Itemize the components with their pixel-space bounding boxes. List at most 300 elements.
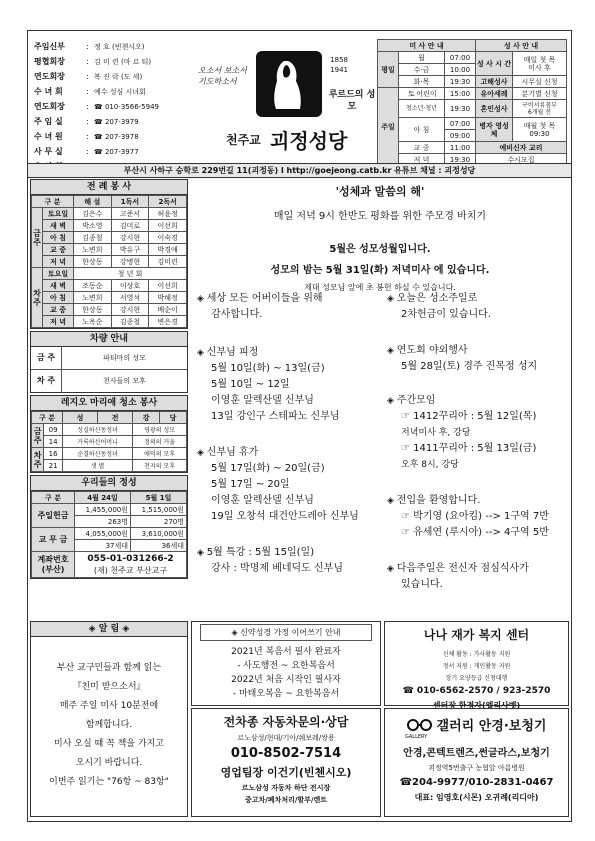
- account-value-cell: [75, 552, 187, 578]
- finance-key: 교 무 금: [32, 528, 75, 552]
- liturgy-cell: 고준서: [111, 208, 149, 220]
- liturgy-section: [30, 179, 188, 329]
- liturgy-row: [32, 292, 187, 304]
- liturgy-table: [31, 195, 187, 328]
- diamond-bullet-icon: ◈: [387, 346, 397, 356]
- glasses-gallery-label: GALLERY: [405, 734, 428, 740]
- notice-line: 2차헌금이 있습니다.: [401, 309, 491, 320]
- notice-item: [197, 345, 382, 425]
- alim-line: 미사 오실 때 꼭 책을 가지고: [54, 739, 164, 749]
- liturgy-group: 금주: [32, 208, 43, 268]
- mass-sub: 수·금: [399, 64, 445, 76]
- staff-value: 예수 성심 시녀회: [94, 87, 146, 96]
- legio-cell: 순결하신동정녀: [63, 448, 133, 460]
- bible-line: - 사도행전 ~ 요한복음서: [237, 661, 335, 671]
- vehicle-section: [30, 331, 188, 393]
- mass-sunday-label: 주일: [378, 88, 399, 166]
- saint-name: 루르드의 성모: [328, 90, 376, 112]
- notice-heading-text: 신부님 휴가: [206, 447, 259, 458]
- liturgy-cell: 조동순: [74, 280, 112, 292]
- staff-value: 정 호 (빈첸시오): [94, 42, 145, 51]
- liturgy-row: [32, 208, 187, 220]
- legio-header: 구 분: [32, 412, 63, 424]
- liturgy-day: 저 녁: [43, 256, 74, 268]
- staff-row: [34, 84, 184, 99]
- staff-role: 수 녀 원: [34, 132, 63, 141]
- legio-header: 성: [63, 412, 98, 424]
- liturgy-day: 저 녁: [43, 316, 74, 328]
- liturgy-header: 해 설: [74, 196, 112, 208]
- car-ad: [191, 708, 381, 817]
- car-ad-name: 영업팀장 이건기(빈첸시오): [220, 766, 352, 779]
- mass-sub: 어린이: [416, 89, 437, 98]
- notice-item: [197, 445, 382, 525]
- notice-left-column: [197, 291, 382, 577]
- liturgy-cell: 노옥순: [74, 316, 112, 328]
- liturgy-day: 아 침: [43, 232, 74, 244]
- mass-time: 19:30: [445, 154, 476, 166]
- legio-row: [32, 424, 187, 436]
- church-name: 괴정성당: [270, 129, 348, 153]
- notice-heading-text: 신부님 피정: [206, 347, 259, 358]
- mass-sub: 저 녁: [399, 154, 445, 166]
- mass-sub: 월: [399, 52, 445, 64]
- slogan-text: 오소서 보소서 기도하소서: [198, 66, 247, 86]
- diamond-bullet-icon: ◈: [197, 348, 207, 358]
- liturgy-cell: 이선희: [149, 280, 187, 292]
- notice-line: 오후 8시, 강당: [401, 460, 459, 470]
- colon-separator: :: [86, 102, 89, 111]
- vehicle-row: [31, 347, 187, 370]
- alim-box: [30, 621, 188, 817]
- staff-row: [34, 39, 184, 54]
- staff-role: 평협회장: [34, 57, 65, 66]
- mass-time: 07:00: [445, 118, 476, 130]
- notice-line: 5월 17일 ~ 20일: [211, 479, 290, 490]
- mass-time: 19:30: [445, 100, 476, 118]
- legio-section: [30, 395, 188, 473]
- notice-item: [387, 561, 567, 593]
- notice-heading-text: 전입을 환영합니다.: [396, 495, 481, 506]
- staff-role: 연도회장: [34, 102, 65, 111]
- alim-line: 『친미 받으소서』: [72, 682, 146, 692]
- mass-sub: 화·목: [399, 76, 445, 88]
- mass-time: 15:00: [445, 88, 476, 100]
- prayer-subtitle: 매일 저녁 9시 한반도 평화를 위한 주모경 바치기: [273, 211, 487, 222]
- colon-separator: :: [86, 132, 89, 141]
- liturgy-row: [32, 304, 187, 316]
- mass-sub: 교 중: [399, 142, 445, 154]
- staff-row: [34, 144, 184, 159]
- mass-title: 미 사 안 내: [378, 40, 476, 52]
- liturgy-cell: 박유구: [111, 244, 149, 256]
- may-notice: 5월은 성모성월입니다.: [329, 244, 431, 255]
- vehicle-row: [31, 370, 187, 392]
- notice-line: 5월 10일(화) ~ 13일(금): [211, 363, 325, 374]
- finance-title: 우리들의 정성: [31, 476, 187, 491]
- year-top: 1858: [330, 56, 348, 64]
- notice-line: 5월 10일 ~ 12일: [211, 379, 290, 390]
- liturgy-cell: 변은경: [149, 316, 187, 328]
- liturgy-cell: 김종철: [111, 316, 149, 328]
- mass-time: 07:00: [445, 52, 476, 64]
- staff-row: [34, 129, 184, 144]
- car-ad-foot2: 중고차/폐차처리/할부/렌트: [244, 796, 328, 804]
- diamond-bullet-icon: ◈: [197, 294, 207, 304]
- finance-amount: 4,055,000원: [75, 528, 131, 540]
- mass-weekday-label: 평일: [378, 52, 399, 88]
- liturgy-cell: 김미로: [111, 220, 149, 232]
- finance-count: 263명: [75, 516, 131, 528]
- notice-heading: [197, 291, 382, 307]
- liturgy-cell: 강병현: [111, 256, 149, 268]
- car-ad-brands: 르노삼성/현대/기아/쉐보레/쌍용: [237, 734, 335, 742]
- car-ad-title: 전차종 자동차문의·상담: [223, 715, 349, 729]
- colon-separator: :: [86, 42, 89, 51]
- notice-line: 13일 강인구 스테파노 신부님: [211, 411, 340, 422]
- staff-row: [34, 99, 184, 114]
- notice-heading-text: 5월 특강 : 5월 15일(일): [206, 547, 315, 558]
- notice-heading: [387, 561, 567, 577]
- liturgy-day: 아 침: [43, 292, 74, 304]
- glasses-line-2: 괴정역5번출구 농협앞 아름병원: [428, 764, 525, 772]
- notice-item: [387, 493, 567, 541]
- liturgy-cell: 청 년 회: [74, 268, 187, 280]
- account-holder: (재) 천주교 부산교구: [93, 565, 168, 575]
- left-column: [30, 179, 188, 579]
- notice-right-column: [387, 291, 567, 593]
- finance-key: 주일헌금: [32, 504, 75, 528]
- liturgy-cell: 이상호: [111, 280, 149, 292]
- notice-heading: [197, 545, 382, 561]
- sacrament-key: 성 사 시 간: [476, 52, 513, 76]
- legio-number: 21: [44, 460, 63, 472]
- legio-row: [32, 460, 187, 472]
- catechumen-title: 예비신자 교리: [476, 142, 567, 154]
- liturgy-row: [32, 256, 187, 268]
- finance-amount: 1,515,000원: [131, 504, 187, 516]
- colon-separator: :: [86, 72, 89, 81]
- welfare-title: 나나 재가 복지 센터: [423, 628, 530, 642]
- liturgy-cell: 노변희: [74, 292, 112, 304]
- diamond-bullet-icon: ◈: [197, 548, 207, 558]
- diamond-bullet-icon: ◈: [387, 496, 397, 506]
- bible-line: 2022년 처음 시작인 필사자: [231, 675, 341, 685]
- liturgy-cell: 한상동: [74, 256, 112, 268]
- legio-cell: 천지의 모후: [133, 460, 187, 472]
- mass-saturday-cell: [399, 88, 445, 100]
- staff-role: 주임신부: [34, 42, 65, 51]
- liturgy-day: 토요일: [43, 208, 74, 220]
- notice-item: [387, 393, 567, 473]
- vehicle-value: 천사들의 모후: [103, 377, 146, 385]
- liturgy-header: 2독서: [149, 196, 187, 208]
- notice-item: [387, 343, 567, 375]
- liturgy-cell: 박소영: [74, 220, 112, 232]
- colon-separator: :: [86, 57, 89, 66]
- liturgy-day: 교 중: [43, 244, 74, 256]
- alim-line: 이번주 읽기는 "76항 ~ 83항": [49, 777, 169, 787]
- legio-row: [32, 448, 187, 460]
- vehicle-value: 파티마의 성모: [103, 354, 146, 362]
- alim-body: [31, 659, 187, 792]
- notice-line: ☞ 1412꾸리아 : 5월 12일(목): [401, 411, 537, 422]
- notice-line: 저녁미사 후, 강당: [401, 428, 471, 438]
- legio-header: 전: [98, 412, 133, 424]
- liturgy-cell: 이선희: [149, 220, 187, 232]
- vehicle-title: 차량 안내: [31, 332, 187, 347]
- account-key: 계좌번호 (부산): [32, 552, 75, 578]
- finance-header: 구 분: [32, 492, 75, 504]
- welfare-phone: ☎ 010-6562-2570 / 923-2570: [402, 686, 551, 696]
- alim-line: 매주 주일 미사 10분전에: [59, 701, 159, 711]
- sacrament-key: 병자 영성체: [476, 118, 513, 142]
- car-ad-phone: 010-8502-7514: [230, 746, 342, 761]
- year-theme-title: '성체과 말씀의 해': [335, 185, 425, 198]
- mass-time: 11:00: [445, 142, 476, 154]
- liturgy-cell: 허윤정: [149, 208, 187, 220]
- liturgy-day: 새 벽: [43, 220, 74, 232]
- legio-number: 16: [44, 448, 63, 460]
- bible-title: 신약성경 가정 이어쓰기 안내: [240, 628, 341, 637]
- staff-row: [34, 114, 184, 129]
- notice-item: [387, 291, 567, 323]
- sacrament-value: 분기별 신청: [513, 88, 567, 100]
- mass-table: [377, 39, 567, 166]
- glasses-line-1: 안경,콘텍트렌즈,썬글라스,보청기: [403, 748, 550, 759]
- sacrament-key: 혼인성사: [476, 100, 513, 118]
- notice-line: 강사 : 박명제 베네딕도 신부님: [211, 563, 344, 574]
- staff-value: 김 미 련 (마 르 티): [94, 57, 152, 66]
- legio-row: [32, 436, 187, 448]
- finance-count: 37세대: [75, 540, 131, 552]
- colon-separator: :: [86, 87, 89, 96]
- staff-role: 수 녀 회: [34, 87, 63, 96]
- notice-line: ☞ 박기영 (요아킴) --> 1구역 7반: [401, 511, 549, 522]
- finance-count: 36세대: [131, 540, 187, 552]
- mass-time: 10:00: [445, 64, 476, 76]
- notice-line: 5월 28일(토) 경주 진목정 성지: [401, 361, 538, 372]
- church-prefix: 천주교: [226, 133, 261, 147]
- notice-heading: [197, 445, 382, 461]
- staff-value: 복 진 락 (도 세): [94, 72, 143, 81]
- liturgy-header: 1독서: [111, 196, 149, 208]
- liturgy-row: [32, 220, 187, 232]
- liturgy-row: [32, 244, 187, 256]
- legio-table: [31, 411, 187, 472]
- alim-title: ◈ 알 림 ◈: [31, 622, 187, 637]
- legio-cell: 영광의 성모: [133, 424, 187, 436]
- welfare-line-2: 정서 지원 : 개인활동 지원: [442, 663, 511, 670]
- legio-group: 금주: [32, 424, 44, 448]
- bible-body: [192, 645, 380, 701]
- bible-line: 2021년 복음서 필사 완료자: [231, 647, 341, 657]
- liturgy-cell: 강시현: [111, 304, 149, 316]
- alim-line: 오시기 바랍니다.: [75, 758, 143, 768]
- notice-line: 있습니다.: [401, 579, 443, 590]
- notice-heading: [387, 493, 567, 509]
- car-ad-foot1: 르노삼성 자동차 하단 전시장: [241, 784, 331, 792]
- liturgy-day: 토요일: [43, 268, 74, 280]
- notice-heading-text: 세상 모든 어버이들을 위해: [206, 293, 323, 304]
- staff-list: [34, 39, 184, 174]
- liturgy-day: 교 중: [43, 304, 74, 316]
- sacrament-key: 고해성사: [476, 76, 513, 88]
- liturgy-day: 새 벽: [43, 280, 74, 292]
- staff-row: [34, 69, 184, 84]
- legio-cell: 거룩하신어머니: [63, 436, 133, 448]
- liturgy-row: [32, 232, 187, 244]
- legio-title: 레지오 마리애 청소 봉사: [31, 396, 187, 411]
- mass-sub: 청소년·청년: [399, 100, 445, 118]
- liturgy-cell: 배순이: [149, 304, 187, 316]
- liturgy-cell: 김종철: [74, 232, 112, 244]
- staff-value: ☎ 010-3566-5949: [94, 102, 159, 111]
- diamond-bullet-icon: ◈: [197, 448, 207, 458]
- glasses-phone: ☎204-9977/010-2831-0467: [399, 777, 554, 788]
- notice-line: ☞ 유세연 (루시아) --> 4구역 5반: [401, 527, 549, 538]
- liturgy-group: 차주: [32, 268, 43, 328]
- finance-count: 270명: [131, 516, 187, 528]
- diamond-bullet-icon: ◈: [387, 294, 397, 304]
- glasses-logo-icon: [407, 719, 433, 731]
- alim-line: 부산 교구민들과 함께 읽는: [56, 663, 162, 673]
- bible-line: - 마태오복음 ~ 요한복음서: [232, 689, 340, 699]
- finance-header: 4월 24일: [75, 492, 131, 504]
- notice-item: [197, 291, 382, 323]
- vehicle-key: 차 주: [31, 370, 62, 392]
- mass-sacrament-box: [377, 39, 567, 166]
- bulletin-page: [27, 30, 572, 822]
- glasses-rep: 대표: 임영호(시몬) 오귀례(리디아): [414, 793, 539, 802]
- sacrament-value: 구비서류첨부 6개월 전: [513, 100, 567, 118]
- staff-value: ☎ 207-3978: [94, 132, 139, 141]
- finance-amount: 1,455,000원: [75, 504, 131, 516]
- staff-value: ☎ 207-3977: [94, 147, 139, 156]
- sacrament-title: 성 사 안 내: [476, 40, 567, 52]
- sacrament-value: 매월 첫 목 09:30: [513, 118, 567, 142]
- liturgy-cell: 이숙경: [149, 232, 187, 244]
- alim-line: 함께합니다.: [85, 720, 133, 730]
- sacrament-value: 시무실 신청: [513, 76, 567, 88]
- notice-line: 이영훈 알렉산델 신부님: [211, 395, 314, 406]
- staff-row: [34, 54, 184, 69]
- mary-emblem: [256, 51, 348, 117]
- year-bottom: 1941: [330, 66, 348, 74]
- liturgy-cell: 노변희: [74, 244, 112, 256]
- diamond-bullet-icon: ◈: [387, 396, 397, 406]
- liturgy-title: 전 례 봉 사: [31, 180, 187, 195]
- notice-heading-text: 오늘은 성소주일로: [396, 293, 478, 304]
- notice-heading-text: 주간모임: [396, 395, 436, 406]
- legio-group: 차주: [32, 448, 44, 472]
- finance-header: 5월 1일: [131, 492, 187, 504]
- sacrament-value: 매일 첫 목 미사 후: [513, 52, 567, 76]
- welfare-line-1: 신체 활동 : 가사활동 지원: [442, 651, 511, 658]
- notice-heading: [197, 345, 382, 361]
- notice-heading: [387, 291, 567, 307]
- liturgy-header: 구 분: [32, 196, 74, 208]
- notice-line: 19일 오창석 대건안드레아 신부님: [211, 511, 359, 522]
- finance-section: [30, 475, 188, 579]
- address-bar: 부산시 사하구 승학로 229번길 11(괴정동) l http://goejeong.catb.kr 유튜브 채널 : 괴정성당: [28, 163, 571, 178]
- vehicle-key: 금 주: [31, 347, 62, 369]
- liturgy-cell: 박해정: [149, 292, 187, 304]
- liturgy-cell: 김미련: [149, 256, 187, 268]
- notice-heading-text: 다음주일은 전신자 점심식사가: [396, 563, 529, 574]
- mass-time: 09:00: [445, 130, 476, 142]
- liturgy-row: [32, 280, 187, 292]
- welfare-ad: [384, 621, 569, 710]
- notice-heading: [387, 393, 567, 409]
- bible-box: [191, 621, 381, 706]
- liturgy-row: [32, 316, 187, 328]
- account-number: 055-01-031266-2: [87, 553, 174, 564]
- mary-silhouette-icon: [256, 51, 322, 117]
- may-notice-2: 성모의 밤는 5월 31일(화) 저녁미사 에 있습니다.: [270, 265, 490, 276]
- legio-header: 당: [160, 412, 187, 424]
- finance-amount: 3,610,000원: [131, 528, 187, 540]
- liturgy-cell: 김은수: [74, 208, 112, 220]
- catechumen-value: 수시모집: [476, 154, 567, 166]
- notice-line: 이영훈 알렉산델 신부님: [211, 495, 314, 506]
- notice-heading-text: 연도회 야외행사: [396, 345, 468, 356]
- staff-role: 주 임 실: [34, 117, 63, 126]
- finance-table: [31, 491, 187, 578]
- main-notices: [191, 179, 569, 639]
- may-notice-3: 제대 성모님 앞에 초 봉헌 하실 수 있습니다.: [304, 283, 456, 292]
- diamond-icon: ◈: [231, 628, 241, 637]
- liturgy-cell: 박경애: [149, 244, 187, 256]
- glasses-brand-row: [385, 715, 568, 734]
- legio-cell: 샛 별: [63, 460, 133, 472]
- sacrament-key: 유아세례: [476, 88, 513, 100]
- mass-time: 19:30: [445, 76, 476, 88]
- liturgy-cell: 강시현: [111, 232, 149, 244]
- colon-separator: :: [86, 147, 89, 156]
- glasses-ad: [384, 708, 569, 817]
- church-logo: [198, 39, 378, 161]
- legio-number: 09: [44, 424, 63, 436]
- staff-value: ☎ 207-3979: [94, 117, 139, 126]
- notice-line: 5월 17일(화) ~ 20일(금): [211, 463, 325, 474]
- mass-saturday-label: 토: [407, 89, 415, 98]
- notice-item: [197, 545, 382, 577]
- glasses-brand: 갤러리 안경·보청기: [436, 719, 547, 734]
- finance-row: [32, 528, 187, 540]
- liturgy-cell: 한상동: [74, 304, 112, 316]
- notice-line: ☞ 1411꾸리아 : 5월 13일(금): [401, 443, 537, 454]
- welfare-line-3: 장기 요양등급 신청대행: [445, 675, 508, 682]
- staff-role: 연도회장: [34, 72, 65, 81]
- legio-cell: 정의의 거울: [133, 436, 187, 448]
- liturgy-cell: 서영석: [111, 292, 149, 304]
- welfare-director: 센터장 한경자(엘리사벳): [432, 701, 521, 710]
- legio-cell: 성실하신동정녀: [63, 424, 133, 436]
- finance-row: [32, 504, 187, 516]
- bible-title-wrap: [200, 624, 372, 641]
- diamond-bullet-icon: ◈: [387, 564, 397, 574]
- legio-number: 14: [44, 436, 63, 448]
- notice-line: 감사합니다.: [211, 309, 263, 320]
- legio-cell: 애덕의 모후: [133, 448, 187, 460]
- legio-header: 강: [133, 412, 160, 424]
- notice-heading: [387, 343, 567, 359]
- mass-sub: 아 침: [399, 118, 445, 142]
- liturgy-row: [32, 268, 187, 280]
- staff-role: 사 무 실: [34, 147, 63, 156]
- colon-separator: :: [86, 117, 89, 126]
